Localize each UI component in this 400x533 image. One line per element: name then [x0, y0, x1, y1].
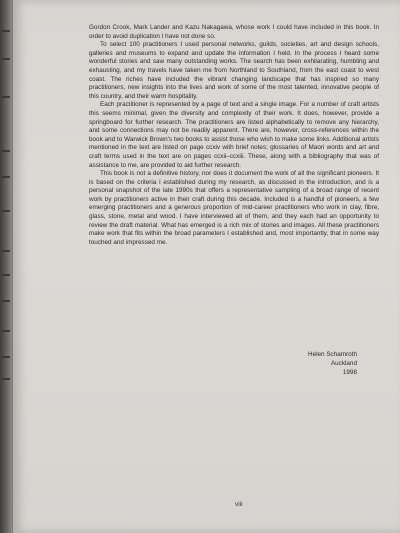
facing-page-mark: [2, 274, 10, 276]
facing-page-mark: [2, 330, 10, 332]
facing-page-mark: [2, 250, 10, 252]
book-page: [13, 0, 400, 533]
facing-page-mark: [2, 96, 10, 98]
facing-page-mark: [2, 378, 10, 380]
facing-page-mark: [2, 300, 10, 302]
body-text: [89, 24, 379, 247]
author-place: Auckland: [330, 360, 357, 367]
facing-page-mark: [2, 58, 10, 60]
previous-page-edge: [0, 0, 14, 533]
paragraph-3: Each practitioner is represented by a page of text and a single image. For a number of craft artists this seems minimal, given the diversity and complexity of their work. It does, however, provide a springboard for further research. The practitioners are listed alphabetically to remove any hierarchy, and some connections may not be readily apparent. There are, however, cross-references within the book and to Warwick Brown's two books to assist those who wish to make some links. Additional artists mentioned in the text are listed on page ccxiv with brief notes; glossaries of Maori words and art and craft terms used in the text are on pages ccxii–ccxiii. These, along with a bibliography that was of assistance to me, are provided to aid further research.: [89, 101, 379, 169]
author-year: 1998: [342, 369, 357, 376]
author-name: Helen Schamroth: [307, 351, 357, 358]
facing-page-mark: [2, 356, 10, 358]
facing-page-mark: [2, 150, 10, 152]
author-signature: [308, 350, 357, 377]
paragraph-2: To select 100 practitioners I used personal networks, guilds, societies, art and design schools, galleries and museums to expand and update the information I held. In the process I heard some wonderful stories and saw many outstanding works. The search has been exhilarating, humbling and exhausting, and my travels have taken me from Northland to Southland, from the east coast to west coast. The riches have included the vibrant changing landscape that has inspired so many practitioners, new insights into the lives and work of some of the most talented, innovative people of this country, and their warm hospitality.: [89, 41, 379, 100]
facing-page-mark: [2, 210, 10, 212]
facing-page-mark: [2, 30, 10, 32]
facing-page-mark: [2, 176, 10, 178]
page-number: viii: [235, 501, 243, 508]
paragraph-1: Gordon Crook, Mark Lander and Kazu Nakagawa, whose work I could have included in this book. In order to avoid duplication I have not done so.: [89, 24, 379, 40]
paragraph-4: This book is not a definitive history, nor does it document the work of all the significant pioneers. It is based on the criteria I established during my research, as discussed in the introduction, and is a personal snapshot of the late 1990s that offers a representative sampling of a broad range of recent work by practitioners active in their craft during this decade. Included is a handful of pioneers, a few emerging practitioners and a generous proportion of mid-career practitioners who work in clay, fibre, glass, stone, metal and wood. I have interviewed all of them, and they each had an opportunity to review the draft material. What has emerged is a rich mix of stories and images. All these practitioners make work that fits within the broad parameters I established and, most importantly, that in some way touched and impressed me.: [89, 170, 379, 246]
